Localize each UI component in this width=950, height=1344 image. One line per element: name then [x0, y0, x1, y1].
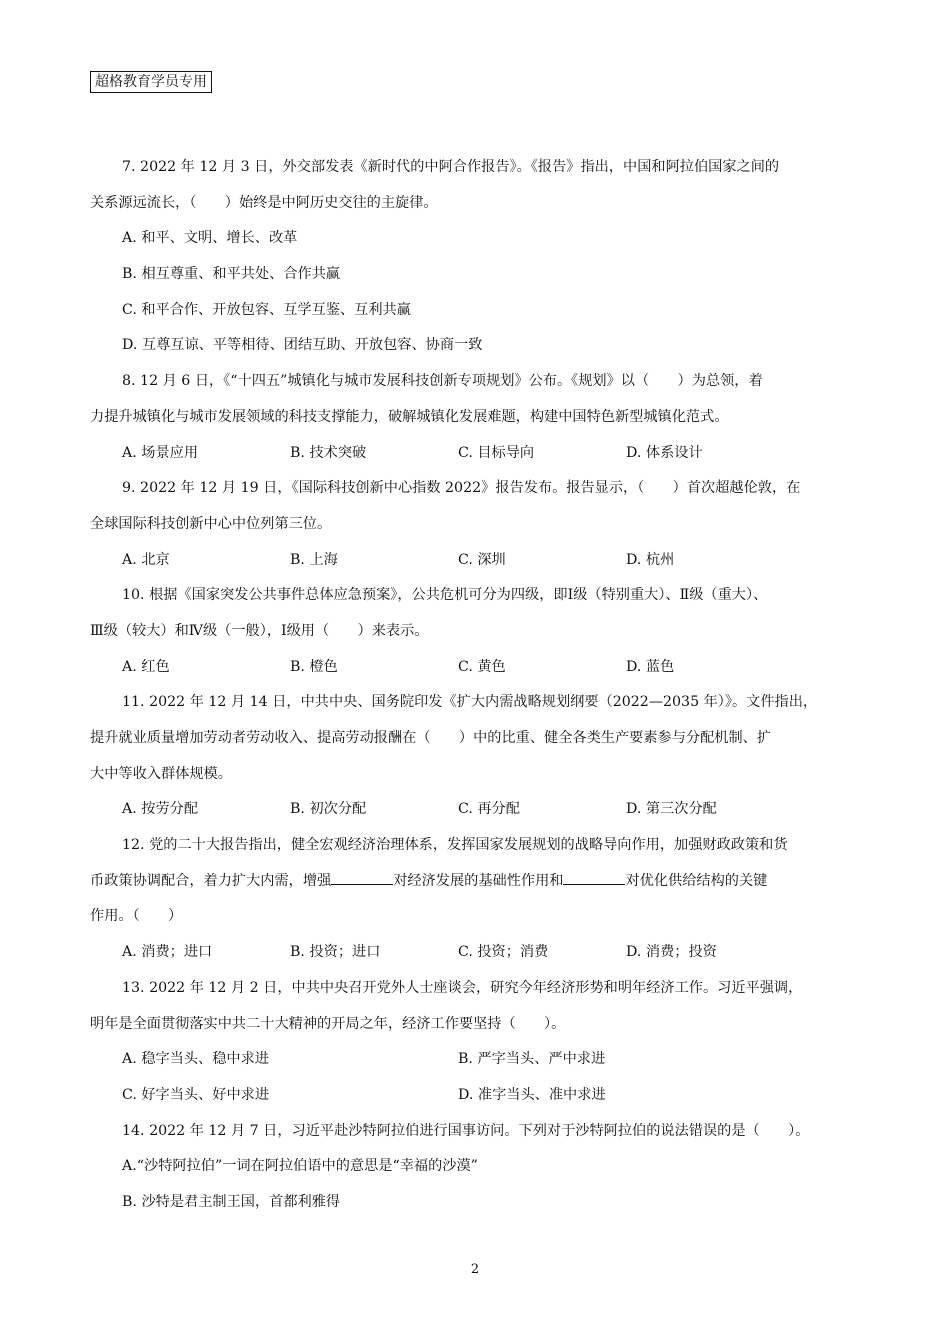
question-stem: 10. 根据《国家突发公共事件总体应急预案》，公共危机可分为四级，即Ⅰ级（特别重大）、Ⅱ级（重大）、	[122, 587, 768, 604]
option-c: C. 深圳	[458, 551, 506, 568]
option-b: B. 技术突破	[290, 444, 367, 461]
question-list	[90, 150, 862, 1221]
question-8	[90, 364, 862, 471]
option-b: B. 沙特是君主制王国，首都利雅得	[122, 1193, 341, 1210]
option-b: B. 初次分配	[290, 801, 367, 818]
question-stem-cont: 大中等收入群体规模。	[90, 765, 232, 782]
question-stem-cont: Ⅲ级（较大）和Ⅳ级（一般），Ⅰ级用（ ）来表示。	[90, 622, 429, 639]
option-row	[90, 543, 862, 579]
question-stem: 13. 2022 年 12 月 2 日，中共中央召开党外人士座谈会，研究今年经济形势和明年经济工作。习近平强调，	[122, 979, 803, 996]
question-stem-cont: 全球国际科技创新中心中位列第三位。	[90, 515, 332, 532]
page-number: 2	[470, 1262, 480, 1277]
option-c: C. 好字当头、好中求进	[122, 1086, 270, 1103]
option-a: A. 红色	[122, 658, 170, 675]
fill-blank	[563, 870, 625, 885]
option-a: A. 按劳分配	[122, 801, 199, 818]
option-c: C. 投资；消费	[458, 944, 549, 961]
option-b: B. 相互尊重、和平共处、合作共赢	[122, 266, 341, 283]
question-10	[90, 578, 862, 685]
option-row	[90, 935, 862, 971]
option-a: A. 北京	[122, 551, 170, 568]
option-a: A. 稳字当头、稳中求进	[122, 1051, 269, 1068]
option-d: D. 消费；投资	[626, 944, 717, 961]
stem-part: 对优化供给结构的关键	[625, 872, 768, 889]
question-stem-cont: 明年是全面贯彻落实中共二十大精神的开局之年，经济工作要坚持（ ）。	[90, 1015, 566, 1032]
option-d: D. 互尊互谅、平等相待、团结互助、开放包容、协商一致	[122, 337, 483, 354]
question-stem: 8. 12 月 6 日，《“十四五”城镇化与城市发展科技创新专项规划》公布。《规划》以（ ）为总领，着	[122, 373, 763, 390]
question-11	[90, 685, 862, 828]
option-d: D. 蓝色	[626, 658, 675, 675]
option-c: C. 黄色	[458, 658, 506, 675]
stem-part: 币政策协调配合，着力扩大内需，增强	[90, 872, 332, 889]
question-stem-cont	[90, 864, 862, 900]
question-stem-cont: 关系源远流长，（ ）始终是中阿历史交往的主旋律。	[90, 194, 438, 211]
question-stem: 14. 2022 年 12 月 7 日，习近平赴沙特阿拉伯进行国事访问。下列对于沙特阿拉伯的说法错误的是（ ）。	[122, 1122, 810, 1139]
option-row	[90, 792, 862, 828]
stem-part: 对经济发展的基础性作用和	[393, 872, 564, 889]
option-c: C. 再分配	[458, 801, 520, 818]
option-row	[90, 1078, 862, 1114]
option-row	[90, 650, 862, 686]
option-a: A. 消费；进口	[122, 944, 213, 961]
question-stem: 12. 党的二十大报告指出，健全宏观经济治理体系，发挥国家发展规划的战略导向作用，加强财政政策和货	[122, 837, 788, 854]
fill-blank	[331, 870, 393, 885]
question-13	[90, 971, 862, 1114]
option-row	[90, 436, 862, 472]
option-d: D. 第三次分配	[626, 801, 717, 818]
option-c: C. 和平合作、开放包容、互学互鉴、互利共赢	[122, 301, 411, 318]
option-b: B. 严字当头、严中求进	[458, 1051, 606, 1068]
option-d: D. 准字当头、准中求进	[458, 1086, 606, 1103]
option-c: C. 目标导向	[458, 444, 535, 461]
option-a: A. 场景应用	[122, 444, 199, 461]
question-7	[90, 150, 862, 364]
option-row	[90, 1042, 862, 1078]
option-d: D. 杭州	[626, 551, 675, 568]
question-14	[90, 1114, 862, 1221]
question-12	[90, 828, 862, 971]
question-stem: 9. 2022 年 12 月 19 日，《国际科技创新中心指数 2022》报告发布。报告显示，（ ）首次超越伦敦，在	[122, 480, 801, 497]
question-stem: 11. 2022 年 12 月 14 日，中共中央、国务院印发《扩大内需战略规划纲要（2022—2035 年）》。文件指出，	[122, 694, 818, 711]
option-b: B. 上海	[290, 551, 338, 568]
question-9	[90, 471, 862, 578]
option-a: A.“沙特阿拉伯”一词在阿拉伯语中的意思是“幸福的沙漠”	[122, 1158, 478, 1175]
option-b: B. 投资；进口	[290, 944, 381, 961]
question-stem-cont: 提升就业质量增加劳动者劳动收入、提高劳动报酬在（ ）中的比重、健全各类生产要素参与分配机制、扩	[90, 730, 772, 746]
question-stem: 7. 2022 年 12 月 3 日，外交部发表《新时代的中阿合作报告》。《报告》指出，中国和阿拉伯国家之间的	[122, 159, 780, 175]
question-stem-cont: 力提升城镇化与城市发展领域的科技支撑能力，破解城镇化发展难题，构建中国特色新型城镇化范式。	[90, 408, 729, 425]
question-stem-cont: 作用。（ ）	[90, 908, 183, 925]
option-a: A. 和平、文明、增长、改革	[122, 230, 298, 247]
option-d: D. 体系设计	[626, 444, 703, 461]
option-b: B. 橙色	[290, 658, 338, 675]
header-label: 超格教育学员专用	[90, 71, 212, 93]
